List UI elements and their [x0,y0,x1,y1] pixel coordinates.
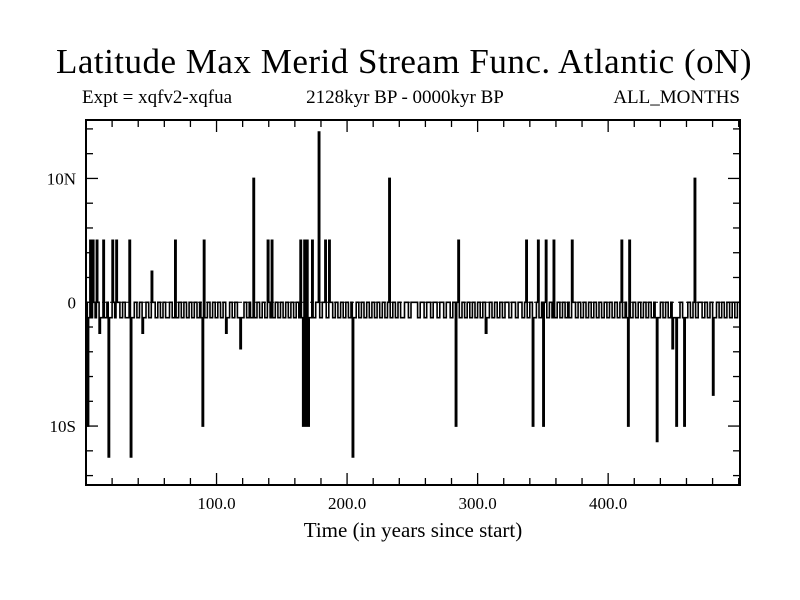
data-trace [86,132,740,457]
chart-title: Latitude Max Merid Stream Func. Atlantic (oN) [55,42,753,81]
x-axis-title: Time (in years since start) [303,518,523,542]
months-label: ALL_MONTHS [613,87,740,108]
y-tick-label: 10S [49,417,76,437]
experiment-label: Expt = xqfv2-xqfua [82,87,233,108]
x-tick-label: 100.0 [197,494,236,513]
y-tick-label: 10N [46,169,76,189]
x-tick-label: 400.0 [589,494,628,513]
time-range-label: 2128kyr BP - 0000kyr BP [306,87,504,108]
y-tick-label: 0 [67,293,76,313]
x-tick-label: 200.0 [327,494,367,513]
x-tick-label: 300.0 [458,494,497,513]
